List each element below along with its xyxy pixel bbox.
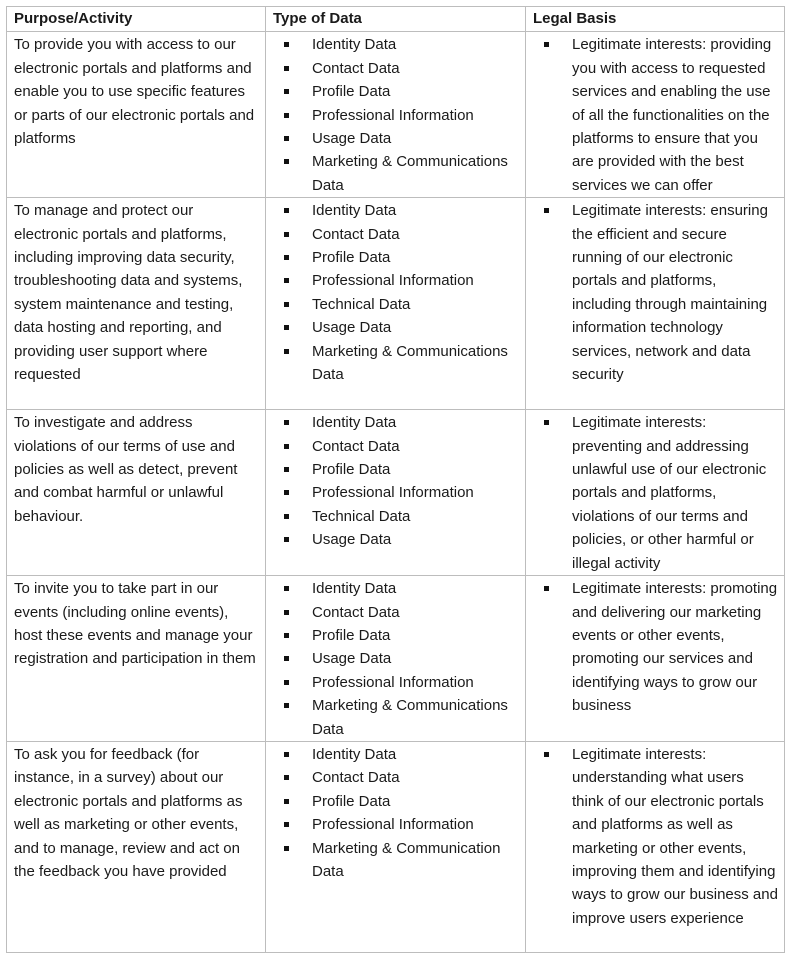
table-row [7,576,785,742]
header-type-of-data: Type of Data [266,7,526,32]
list-item: Marketing & Communications Data [273,340,519,387]
list-item: Identity Data [273,577,519,600]
data-type-list [273,199,519,386]
list-item: Profile Data [273,80,519,103]
list-item: Legitimate interests: providing you with access to requested services and enabling the use of all the functionalities on the platforms to ensure that you are provided with the best services we can offer [533,33,778,197]
legal-basis-list [533,743,778,930]
list-item: Contact Data [273,766,519,789]
list-item: Legitimate interests: ensuring the efficient and secure running of our electronic portals and platforms, including through maintaining information technology services, network and data security [533,199,778,386]
data-type-list [273,411,519,551]
purpose-cell: To provide you with access to our electronic portals and platforms and enable you to use specific features or parts of our electronic portals and platforms [7,32,266,198]
table-row [7,32,785,198]
list-item: Profile Data [273,246,519,269]
list-item: Usage Data [273,647,519,670]
header-row [7,7,785,32]
list-item: Contact Data [273,57,519,80]
data-type-list [273,577,519,741]
list-item: Technical Data [273,293,519,316]
list-item: Identity Data [273,199,519,222]
type-cell [266,198,526,410]
list-item: Marketing & Communication Data [273,837,519,884]
list-item: Professional Information [273,481,519,504]
list-item: Legitimate interests: promoting and delivering our marketing events or other events, promoting our services and identifying ways to grow our business [533,577,778,717]
purpose-cell: To investigate and address violations of our terms of use and policies as well as detect, prevent and combat harmful or unlawful behaviour. [7,410,266,576]
list-item: Professional Information [273,104,519,127]
basis-cell [526,32,785,198]
basis-cell [526,410,785,576]
list-item: Usage Data [273,528,519,551]
list-item: Usage Data [273,127,519,150]
list-item: Professional Information [273,671,519,694]
basis-cell [526,741,785,952]
list-item: Technical Data [273,505,519,528]
legal-basis-list [533,411,778,575]
list-item: Professional Information [273,269,519,292]
data-processing-table [6,6,785,953]
list-item: Professional Information [273,813,519,836]
list-item: Legitimate interests: understanding what users think of our electronic portals and platforms as well as marketing or other events, improving them and identifying ways to grow our business and improve users experience [533,743,778,930]
list-item: Marketing & Communications Data [273,694,519,741]
list-item: Profile Data [273,624,519,647]
legal-basis-list [533,33,778,197]
purpose-cell: To manage and protect our electronic portals and platforms, including improving data security, troubleshooting data and systems, system maintenance and testing, data hosting and reporting, and providing user support where requested [7,198,266,410]
list-item: Usage Data [273,316,519,339]
list-item: Identity Data [273,743,519,766]
header-legal-basis: Legal Basis [526,7,785,32]
type-cell [266,410,526,576]
type-cell [266,576,526,742]
basis-cell [526,576,785,742]
list-item: Contact Data [273,601,519,624]
legal-basis-list [533,199,778,386]
purpose-cell: To invite you to take part in our events (including online events), host these events and manage your registration and participation in them [7,576,266,742]
data-type-list [273,33,519,197]
purpose-cell: To ask you for feedback (for instance, in a survey) about our electronic portals and platforms as well as marketing or other events, and to manage, review and act on the feedback you have provided [7,741,266,952]
header-purpose: Purpose/Activity [7,7,266,32]
list-item: Profile Data [273,458,519,481]
table-row [7,410,785,576]
type-cell [266,741,526,952]
basis-cell [526,198,785,410]
list-item: Legitimate interests: preventing and addressing unlawful use of our electronic portals and platforms, violations of our terms and policies, or other harmful or illegal activity [533,411,778,575]
list-item: Contact Data [273,435,519,458]
legal-basis-list [533,577,778,717]
data-type-list [273,743,519,883]
list-item: Marketing & Communications Data [273,150,519,197]
type-cell [266,32,526,198]
list-item: Identity Data [273,33,519,56]
table-row [7,198,785,410]
list-item: Contact Data [273,223,519,246]
list-item: Profile Data [273,790,519,813]
list-item: Identity Data [273,411,519,434]
table-row [7,741,785,952]
